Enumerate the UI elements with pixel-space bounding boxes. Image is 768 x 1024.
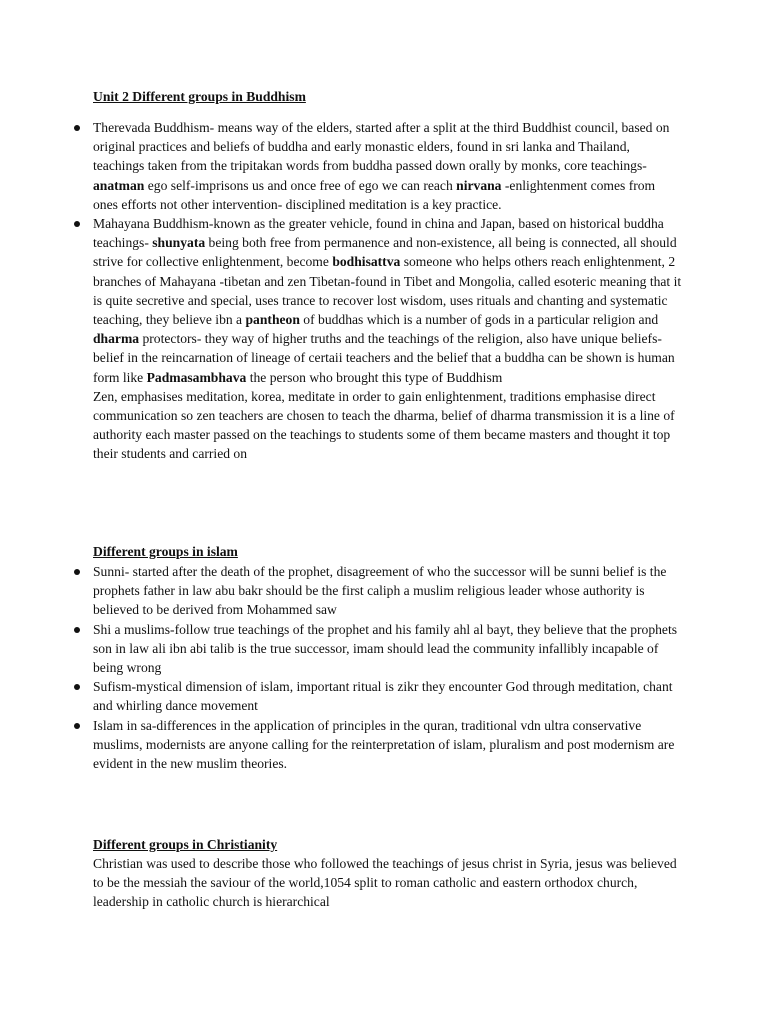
- islam-section: [93, 562, 683, 773]
- term-shunyata: shunyata: [152, 235, 206, 251]
- term-pantheon: pantheon: [245, 312, 300, 328]
- theravada-text-1: Therevada Buddhism- means way of the elders, started after a split at the third Buddhist council, based on original practices and beliefs of buddha and early monastic elders, found in sri lanka and Thailand, teachings taken from the tripitakan words from buddha passed down orally by monks, core teachings-: [93, 120, 670, 174]
- mahayana-text-2: being both free from permanence and non-existence, all being is connected, all should strive for collective enlightenment, become: [93, 235, 677, 270]
- theravada-text-3: -enlightenment comes from ones efforts not other intervention- disciplined meditation is a key practice.: [93, 177, 656, 212]
- mahayana-text-1: Mahayana Buddhism-known as the greater vehicle, found in china and Japan, based on historical buddha teachings-: [93, 216, 664, 251]
- mahayana-text-5: protectors- they way of higher truths and the teachings of the religion, also have unique beliefs- belief in the reincarnation of lineage of certaii teachers and the belief that a buddha can be shown is human form like: [93, 331, 675, 385]
- term-padmasambhava: Padmasambhava: [146, 369, 247, 385]
- islam-heading: Different groups in islam: [93, 544, 238, 559]
- buddhism-section: [93, 118, 683, 464]
- theravada-text-2: ego self-imprisons us and once free of ego we can reach: [144, 177, 457, 193]
- bullet-icon: [74, 221, 80, 227]
- bullet-icon: [74, 125, 80, 131]
- term-bodhisattva: bodhisattva: [332, 254, 401, 270]
- term-dharma: dharma: [93, 331, 140, 347]
- mahayana-item: [93, 214, 683, 464]
- zen-paragraph: Zen, emphasises meditation, korea, meditate in order to gain enlightenment, traditions emphasise direct communication so zen teachers are chosen to teach the dharma, belief of dharma transmission it is a line of authority each master passed on the teachings to students some of them became masters and thought it top their students and carried on: [93, 388, 675, 462]
- term-nirvana: nirvana: [456, 177, 502, 193]
- mahayana-text-6: the person who brought this type of Buddhism: [246, 369, 503, 385]
- islam-item-text: Shi a muslims-follow true teachings of the prophet and his family ahl al bayt, they believe that the prophets son in law ali ibn abi talib is the true successor, imam should lead the community infallibly incapable of being wrong: [93, 621, 678, 676]
- theravada-item: [93, 118, 683, 214]
- mahayana-text-3: someone who helps others reach enlightenment, 2 branches of Mahayana -tibetan and zen Tibetan-found in Tibet and Mongolia, called esoteric meaning that it is quite secretive and special, uses trance to recover lost wisdom, uses rituals and chanting and systematic teaching, they believe ibn a: [93, 254, 682, 328]
- bullet-icon: [74, 627, 80, 633]
- islam-list: [93, 562, 683, 773]
- christianity-section: [93, 854, 683, 912]
- bullet-icon: [74, 684, 80, 690]
- islam-item-text: Sufism-mystical dimension of islam, important ritual is zikr they encounter God through meditation, chant and whirling dance movement: [93, 679, 673, 714]
- mahayana-text-4: of buddhas which is a number of gods in a particular religion and: [299, 312, 659, 328]
- christianity-paragraph: Christian was used to describe those who followed the teachings of jesus christ in Syria, jesus was believed to be the messiah the saviour of the world,1054 split to roman catholic and eastern orthodox church, leadership in catholic church is hierarchical: [93, 856, 677, 910]
- buddhism-heading: Unit 2 Different groups in Buddhism: [93, 89, 306, 104]
- bullet-icon: [74, 569, 80, 575]
- islam-item-shia: [93, 620, 683, 678]
- islam-item-text: Islam in sa-differences in the application of principles in the quran, traditional vdn ultra conservative muslims, modernists are anyone calling for the reinterpretation of islam, pluralism and post modernism are evident in the new muslim theories.: [93, 717, 675, 772]
- islam-item-text: Sunni- started after the death of the prophet, disagreement of who the successor will be sunni belief is the prophets father in law abu bakr should be the first caliph a muslim religious leader whose authority is believed to be derived from Mohammed saw: [93, 564, 667, 618]
- bullet-icon: [74, 723, 80, 729]
- islam-item-sufism: [93, 677, 683, 715]
- christianity-heading: Different groups in Christianity: [93, 837, 278, 852]
- islam-item-sa: [93, 716, 683, 774]
- islam-item-sunni: [93, 562, 683, 620]
- buddhism-list: [93, 118, 683, 464]
- term-anatman: anatman: [93, 177, 145, 193]
